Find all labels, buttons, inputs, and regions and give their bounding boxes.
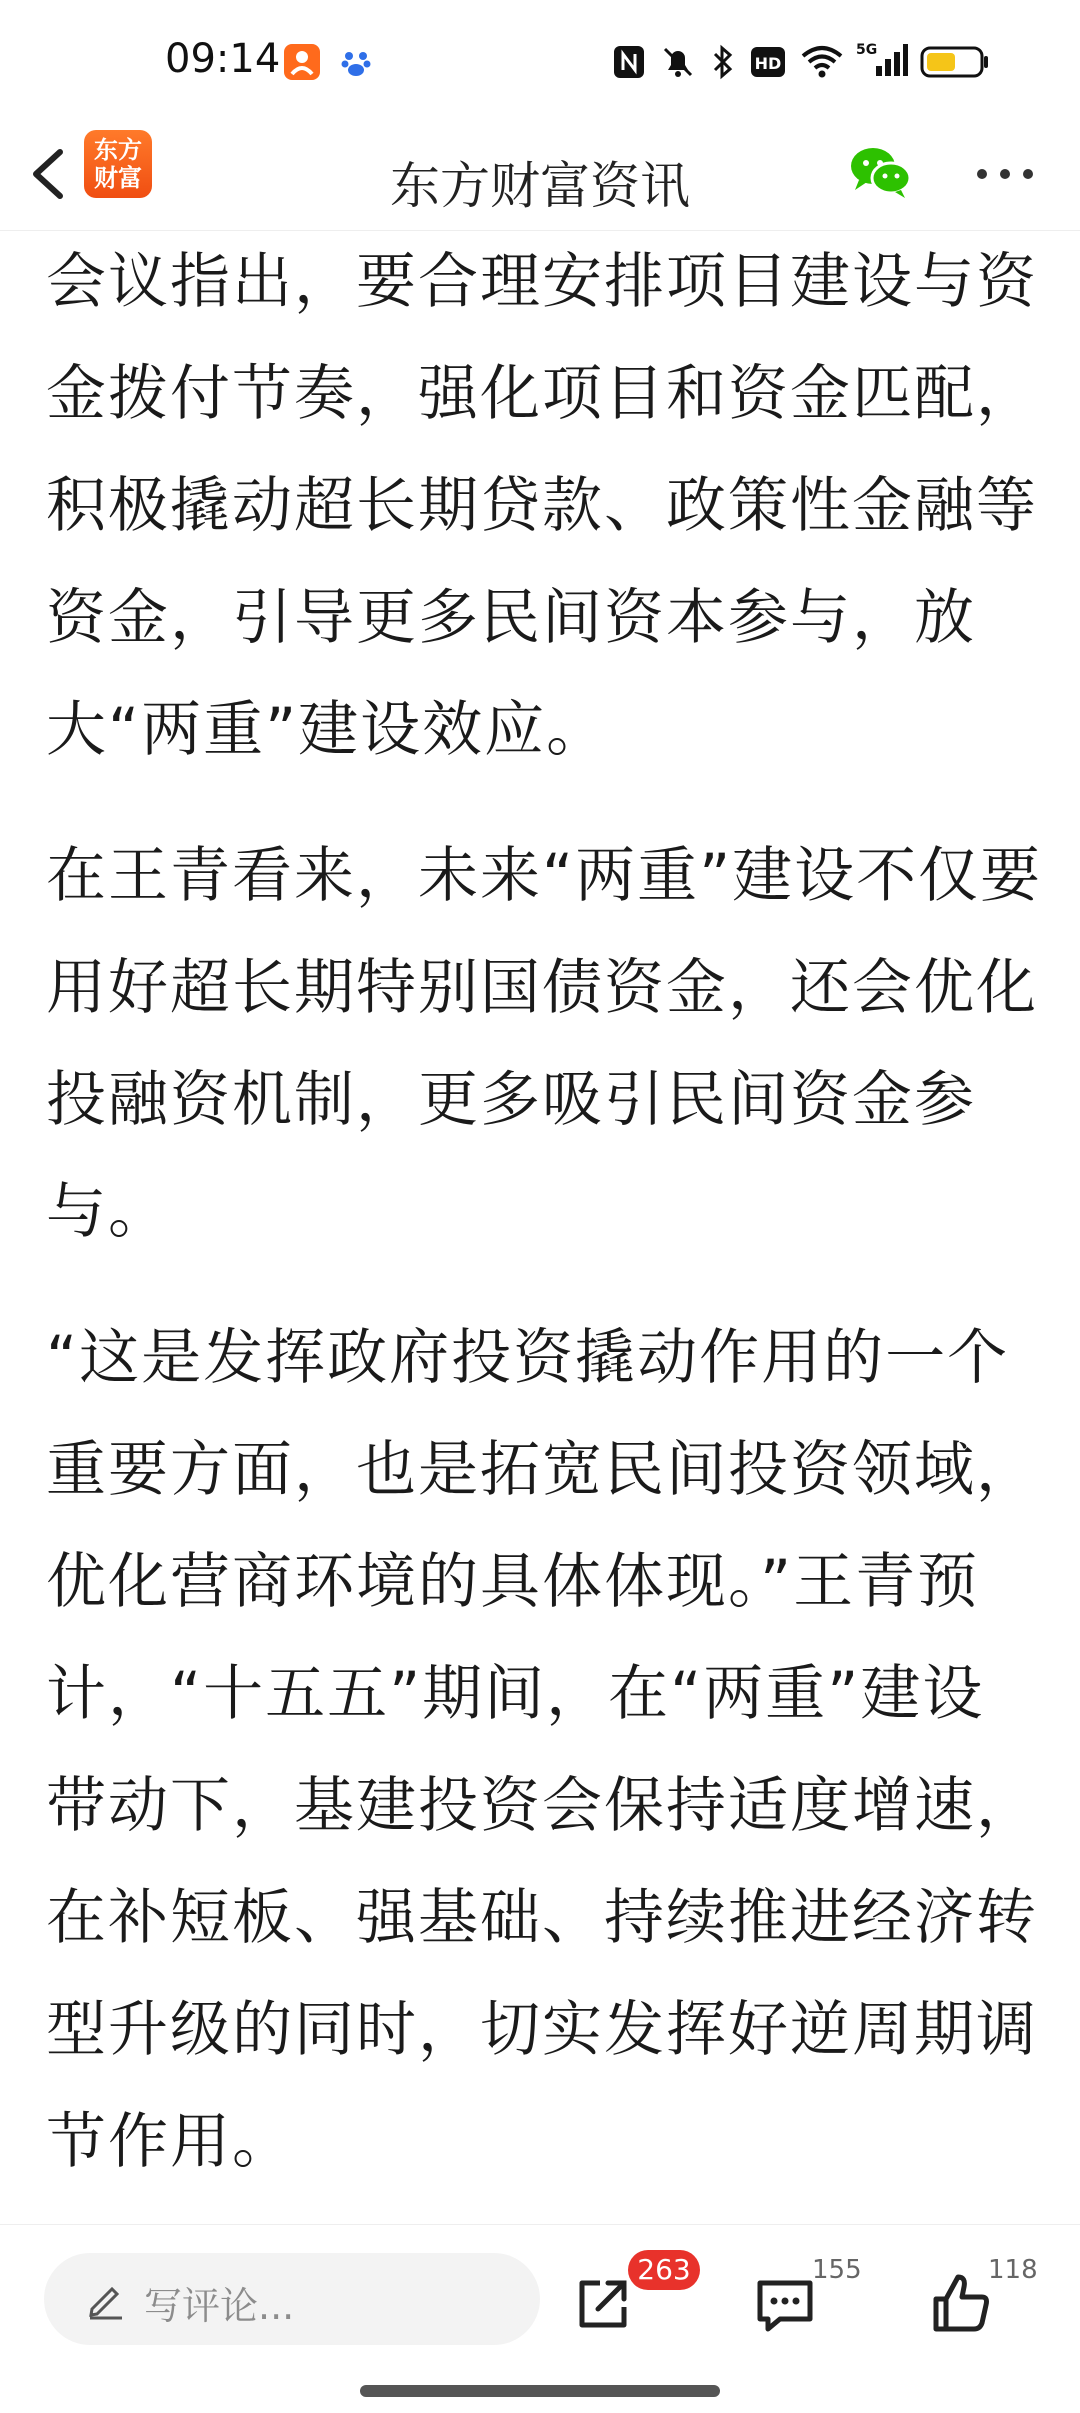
share-count-badge: 263 (628, 2250, 700, 2290)
comment-count: 155 (812, 2255, 862, 2285)
share-button[interactable] (568, 2269, 638, 2339)
app-header (0, 118, 1080, 231)
bottom-action-bar (0, 2224, 1080, 2413)
pen-icon (84, 2277, 128, 2321)
home-indicator[interactable] (360, 2385, 720, 2397)
share-icon (568, 2269, 638, 2339)
thumbs-up-icon (926, 2269, 996, 2339)
article-body (46, 226, 1046, 2212)
article-paragraph: “这是发挥政府投资撬动作用的一个重要方面，也是拓宽民间投资领域，优化营商环境的具体体现。”王青预计，“十五五”期间，在“两重”建设带动下，基建投资会保持适度增速，在补短板、强基础、持续推进经济转型升级的同时，切实发挥好逆周期调节作用。 (46, 1323, 1038, 2177)
more-dots-icon (970, 144, 1040, 204)
wechat-share-button[interactable] (845, 136, 915, 206)
article-paragraph: 会议指出，要合理安排项目建设与资金拨付节奏，强化项目和资金匹配，积极撬动超长期贷款、政策性金融等资金，引导更多民间资本参与，放大“两重”建设效应。 (46, 247, 1038, 765)
taobao-app-icon (284, 44, 320, 80)
status-time: 09:14 (165, 36, 281, 82)
mute-bell-icon (660, 44, 696, 84)
like-count: 118 (988, 2255, 1038, 2285)
wifi-icon (800, 42, 844, 84)
comment-input[interactable] (44, 2253, 540, 2345)
wechat-icon (845, 136, 915, 206)
comments-button[interactable] (750, 2269, 820, 2339)
hd-label: HD (754, 54, 782, 73)
hd-icon (750, 44, 786, 84)
battery-icon (920, 46, 990, 82)
network-label: 5G (856, 42, 878, 58)
more-options-button[interactable] (970, 144, 1040, 204)
bluetooth-icon (710, 44, 736, 84)
logo-line1: 东方 (94, 136, 142, 164)
nfc-icon (612, 44, 646, 84)
comment-bubble-icon (750, 2269, 820, 2339)
status-bar (0, 0, 1080, 118)
logo-line2: 财富 (94, 164, 142, 192)
like-button[interactable] (926, 2269, 996, 2339)
article-paragraph: 在王青看来，未来“两重”建设不仅要用好超长期特别国债资金，还会优化投融资机制，更多吸引民间资金参与。 (46, 841, 1043, 1247)
5g-signal-icon (856, 40, 908, 84)
baidu-paw-icon (338, 44, 374, 80)
page-title: 东方财富资讯 (390, 157, 690, 215)
comment-placeholder: 写评论... (144, 2284, 295, 2328)
